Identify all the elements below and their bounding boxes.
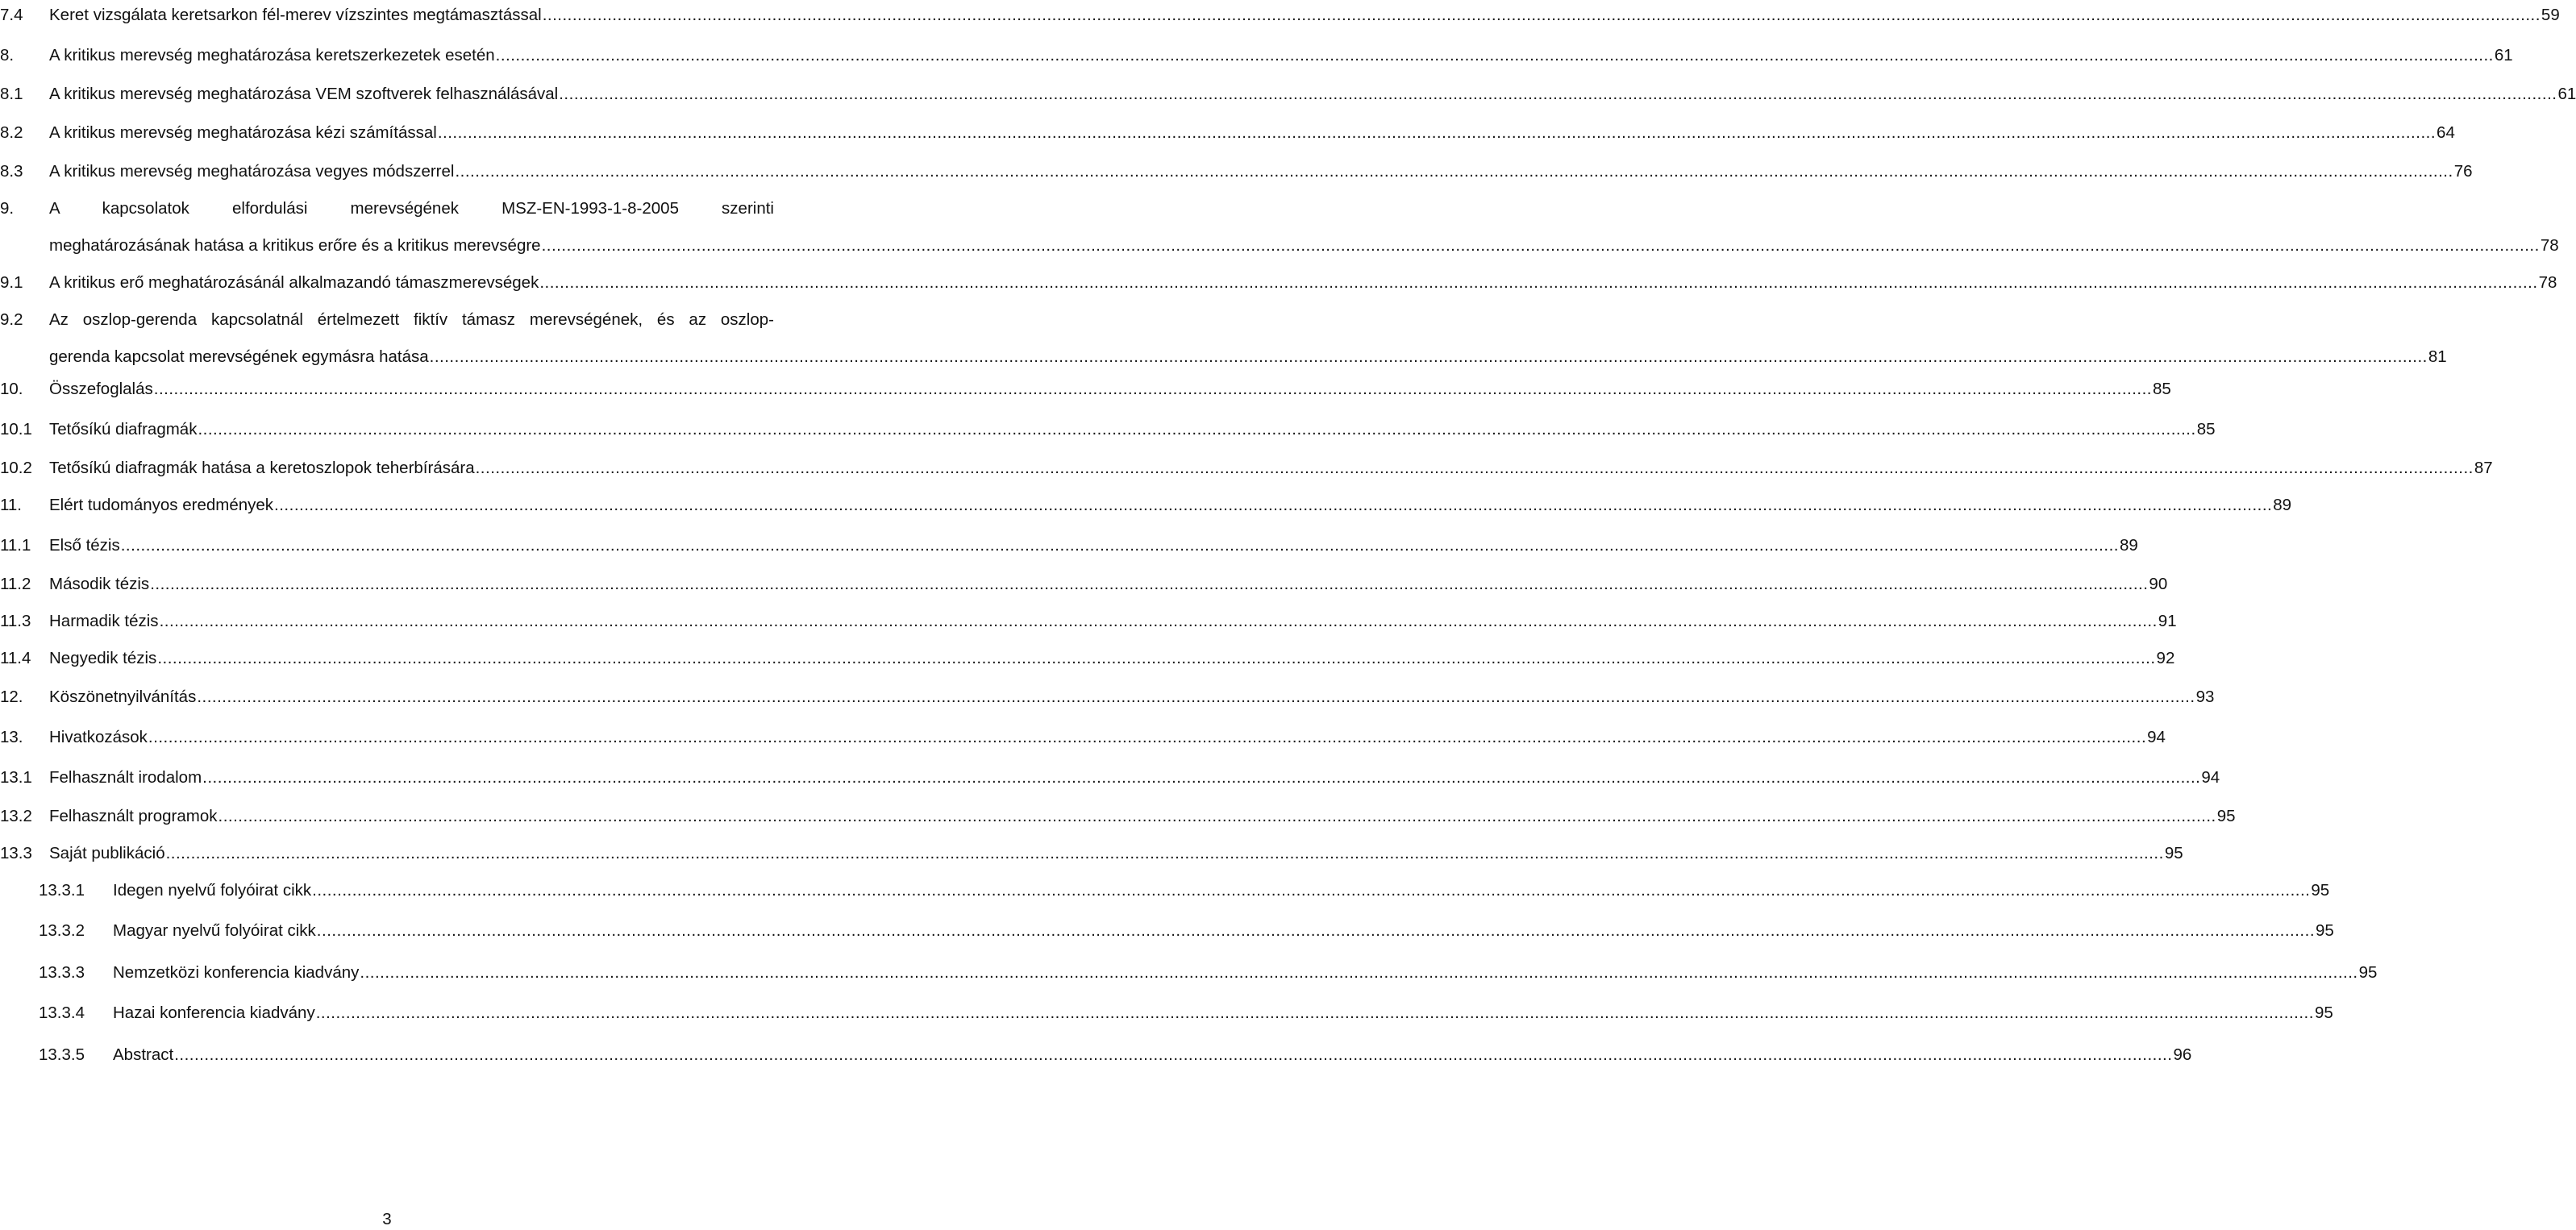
toc-dot-leader: ................................................................................................................................................................................................................................................................................................................................................................................................................ [197, 688, 2195, 706]
toc-entry[interactable] [0, 458, 2493, 479]
toc-entry-number: 11.3 [0, 612, 31, 630]
toc-entry-title: Összefoglalás [49, 380, 153, 398]
toc-entry-page: 95 [2311, 881, 2330, 900]
toc-entry-number: 11.1 [0, 536, 31, 555]
toc-entry-title: Magyar nyelvű folyóirat cikk [113, 921, 316, 940]
toc-entry[interactable] [0, 198, 2559, 255]
toc-dot-leader: ................................................................................................................................................................................................................................................................................................................................................................................................................ [165, 844, 2164, 862]
toc-entry-title: Tetősíkú diafragmák [49, 420, 198, 438]
toc-entry[interactable] [0, 687, 2215, 708]
toc-entry-title: Keret vizsgálata keretsarkon fél-merev vízszintes megtámasztással [49, 6, 542, 24]
toc-entry[interactable] [0, 272, 2557, 293]
toc-entry-number: 11. [0, 496, 22, 514]
toc-entry-title: Hivatkozások [49, 728, 148, 746]
toc-dot-leader: ................................................................................................................................................................................................................................................................................................................................................................................................................ [153, 380, 2152, 398]
toc-entry[interactable] [0, 5, 2560, 26]
toc-entry-page: 81 [2428, 347, 2447, 366]
toc-entry-title: Hazai konferencia kiadvány [113, 1004, 315, 1022]
toc-entry-page: 96 [2173, 1045, 2192, 1064]
toc-dot-leader: ................................................................................................................................................................................................................................................................................................................................................................................................................ [202, 768, 2201, 787]
toc-entry-page: 85 [2153, 380, 2171, 398]
toc-entry-number: 13.3.5 [39, 1045, 85, 1064]
toc-entry-title: Abstract [113, 1045, 174, 1064]
toc-entry-number: 13.3.2 [39, 921, 85, 940]
toc-entry-number: 10.2 [0, 459, 32, 477]
toc-dot-leader: ................................................................................................................................................................................................................................................................................................................................................................................................................ [218, 807, 2216, 825]
toc-entry-number: 9.1 [0, 273, 23, 292]
toc-entry-number: 13.2 [0, 807, 32, 825]
toc-dot-leader: ................................................................................................................................................................................................................................................................................................................................................................................................................ [437, 123, 2437, 142]
toc-entry-page: 92 [2156, 649, 2175, 667]
toc-entry-page: 95 [2216, 807, 2236, 825]
toc-entry[interactable] [0, 880, 2330, 901]
toc-entry[interactable] [0, 767, 2220, 788]
toc-dot-leader: ................................................................................................................................................................................................................................................................................................................................................................................................................ [495, 46, 2494, 64]
toc-dot-leader: ................................................................................................................................................................................................................................................................................................................................................................................................................ [542, 6, 2541, 24]
toc-entry[interactable] [0, 495, 2292, 516]
toc-entry-title-line1: A kapcsolatok elfordulási merevségének MSZ-EN-1993-1-8-2005 szerinti [49, 199, 774, 218]
toc-dot-leader: ................................................................................................................................................................................................................................................................................................................................................................................................................ [198, 420, 2196, 438]
toc-entry-title: Második tézis [49, 575, 150, 593]
toc-entry-number: 12. [0, 688, 23, 706]
toc-entry-number: 11.4 [0, 649, 31, 667]
toc-entry-title: A kritikus merevség meghatározása kézi számítással [49, 123, 437, 142]
toc-dot-leader: ................................................................................................................................................................................................................................................................................................................................................................................................................ [559, 85, 2557, 103]
toc-entry-page: 89 [2119, 536, 2138, 555]
toc-entry[interactable] [0, 920, 2334, 941]
toc-entry-page: 78 [2540, 236, 2559, 255]
toc-entry-title: Harmadik tézis [49, 612, 159, 630]
toc-entry[interactable] [0, 574, 2168, 595]
toc-entry-number: 8. [0, 46, 15, 64]
toc-entry-number: 13.1 [0, 768, 32, 787]
toc-dot-leader: ................................................................................................................................................................................................................................................................................................................................................................................................................ [157, 649, 2156, 667]
toc-entry-page: 95 [2314, 1004, 2333, 1022]
toc-entry-number: 8.1 [0, 85, 23, 103]
toc-entry-number: 13.3 [0, 844, 32, 862]
toc-dot-leader: ................................................................................................................................................................................................................................................................................................................................................................................................................ [455, 162, 2453, 181]
toc-dot-leader: ................................................................................................................................................................................................................................................................................................................................................................................................................ [475, 459, 2474, 477]
toc-entry-number: 11.2 [0, 575, 31, 593]
toc-entry-page: 76 [2453, 162, 2473, 181]
toc-dot-leader: ................................................................................................................................................................................................................................................................................................................................................................................................................ [316, 921, 2316, 940]
toc-entry-title: Nemzetközi konferencia kiadvány [113, 963, 360, 982]
toc-entry-number: 13. [0, 728, 23, 746]
toc-entry-page: 95 [2358, 963, 2378, 982]
toc-entry-number: 7.4 [0, 6, 23, 24]
toc-entry[interactable] [0, 843, 2183, 864]
toc-entry-title: Első tézis [49, 536, 120, 555]
toc-entry[interactable] [0, 806, 2236, 827]
toc-entry-title: Felhasznált irodalom [49, 768, 202, 787]
toc-entry-page: 95 [2316, 921, 2334, 940]
toc-entry-page: 85 [2196, 420, 2216, 438]
toc-entry-page: 61 [2557, 85, 2576, 103]
toc-dot-leader: ................................................................................................................................................................................................................................................................................................................................................................................................................ [120, 536, 2119, 555]
toc-dot-leader: ................................................................................................................................................................................................................................................................................................................................................................................................................ [150, 575, 2149, 593]
toc-entry-title: Felhasznált programok [49, 807, 218, 825]
toc-dot-leader: ................................................................................................................................................................................................................................................................................................................................................................................................................ [274, 496, 2273, 514]
toc-entry[interactable] [0, 379, 2171, 400]
toc-entry-title: Idegen nyelvű folyóirat cikk [113, 881, 312, 900]
toc-entry-number: 9.2 [0, 310, 23, 329]
toc-entry-number: 10. [0, 380, 23, 398]
toc-entry-page: 59 [2541, 6, 2560, 24]
toc-entry-title: A kritikus merevség meghatározása vegyes módszerrel [49, 162, 455, 181]
toc-entry-page: 87 [2474, 459, 2493, 477]
toc-entry[interactable] [0, 1003, 2333, 1024]
toc-dot-leader: ................................................................................................................................................................................................................................................................................................................................................................................................................ [429, 347, 2428, 366]
toc-dot-leader: ................................................................................................................................................................................................................................................................................................................................................................................................................ [148, 728, 2147, 746]
toc-entry-title: A kritikus erő meghatározásánál alkalmazandó támaszmerevségek [49, 273, 539, 292]
toc-entry[interactable] [0, 123, 2455, 143]
toc-entry[interactable] [0, 962, 2378, 983]
toc-entry-title: gerenda kapcsolat merevségének egymásra hatása [49, 347, 429, 366]
toc-entry-page: 94 [2147, 728, 2166, 746]
toc-entry-title: Köszönetnyilvánítás [49, 688, 197, 706]
toc-entry-number: 13.3.1 [39, 881, 85, 900]
toc-entry-page: 89 [2273, 496, 2292, 514]
toc-entry-page: 64 [2437, 123, 2455, 142]
toc-entry-number: 9. [0, 199, 15, 218]
toc-entry-title: Negyedik tézis [49, 649, 157, 667]
toc-entry-page: 91 [2158, 612, 2177, 630]
toc-dot-leader: ................................................................................................................................................................................................................................................................................................................................................................................................................ [315, 1004, 2314, 1022]
toc-entry-title: A kritikus merevség meghatározása keretszerkezetek esetén [49, 46, 495, 64]
toc-entry-title: A kritikus merevség meghatározása VEM szoftverek felhasználásával [49, 85, 559, 103]
toc-entry[interactable] [0, 161, 2473, 182]
toc-entry-number: 13.3.3 [39, 963, 85, 982]
toc-dot-leader: ................................................................................................................................................................................................................................................................................................................................................................................................................ [312, 881, 2311, 900]
toc-entry-title: meghatározásának hatása a kritikus erőre és a kritikus merevségre [49, 236, 541, 255]
toc-entry-number: 8.3 [0, 162, 23, 181]
toc-dot-leader: ................................................................................................................................................................................................................................................................................................................................................................................................................ [541, 236, 2540, 255]
toc-entry-number: 10.1 [0, 420, 32, 438]
toc-entry[interactable] [0, 1045, 2192, 1066]
toc-entry[interactable] [0, 648, 2175, 669]
toc-entry[interactable] [0, 727, 2166, 748]
toc-dot-leader: ................................................................................................................................................................................................................................................................................................................................................................................................................ [174, 1045, 2173, 1064]
toc-entry[interactable] [0, 419, 2216, 440]
toc-entry-title: Tetősíkú diafragmák hatása a keretoszlopok teherbírására [49, 459, 475, 477]
toc-entry-title: Elért tudományos eredmények [49, 496, 274, 514]
toc-dot-leader: ................................................................................................................................................................................................................................................................................................................................................................................................................ [539, 273, 2538, 292]
toc-entry[interactable] [0, 535, 2138, 556]
toc-entry-number: 8.2 [0, 123, 23, 142]
toc-entry-page: 93 [2195, 688, 2215, 706]
toc-entry-title: Saját publikáció [49, 844, 165, 862]
toc-entry-page: 95 [2164, 844, 2183, 862]
toc-entry[interactable] [0, 45, 2513, 66]
toc-dot-leader: ................................................................................................................................................................................................................................................................................................................................................................................................................ [360, 963, 2358, 982]
toc-entry-title-line1: Az oszlop-gerenda kapcsolatnál értelmezett fiktív támasz merevségének, és az oszlop- [49, 310, 774, 329]
toc-entry-page: 61 [2494, 46, 2513, 64]
toc-entry[interactable] [0, 84, 2576, 105]
toc-entry-page: 94 [2201, 768, 2220, 787]
toc-entry[interactable] [0, 310, 2447, 366]
toc-entry-page: 78 [2538, 273, 2557, 292]
toc-entry[interactable] [0, 611, 2177, 632]
page-number: 3 [382, 1210, 392, 1228]
toc-entry-page: 90 [2149, 575, 2168, 593]
toc-dot-leader: ................................................................................................................................................................................................................................................................................................................................................................................................................ [159, 612, 2158, 630]
toc-entry-number: 13.3.4 [39, 1004, 85, 1022]
